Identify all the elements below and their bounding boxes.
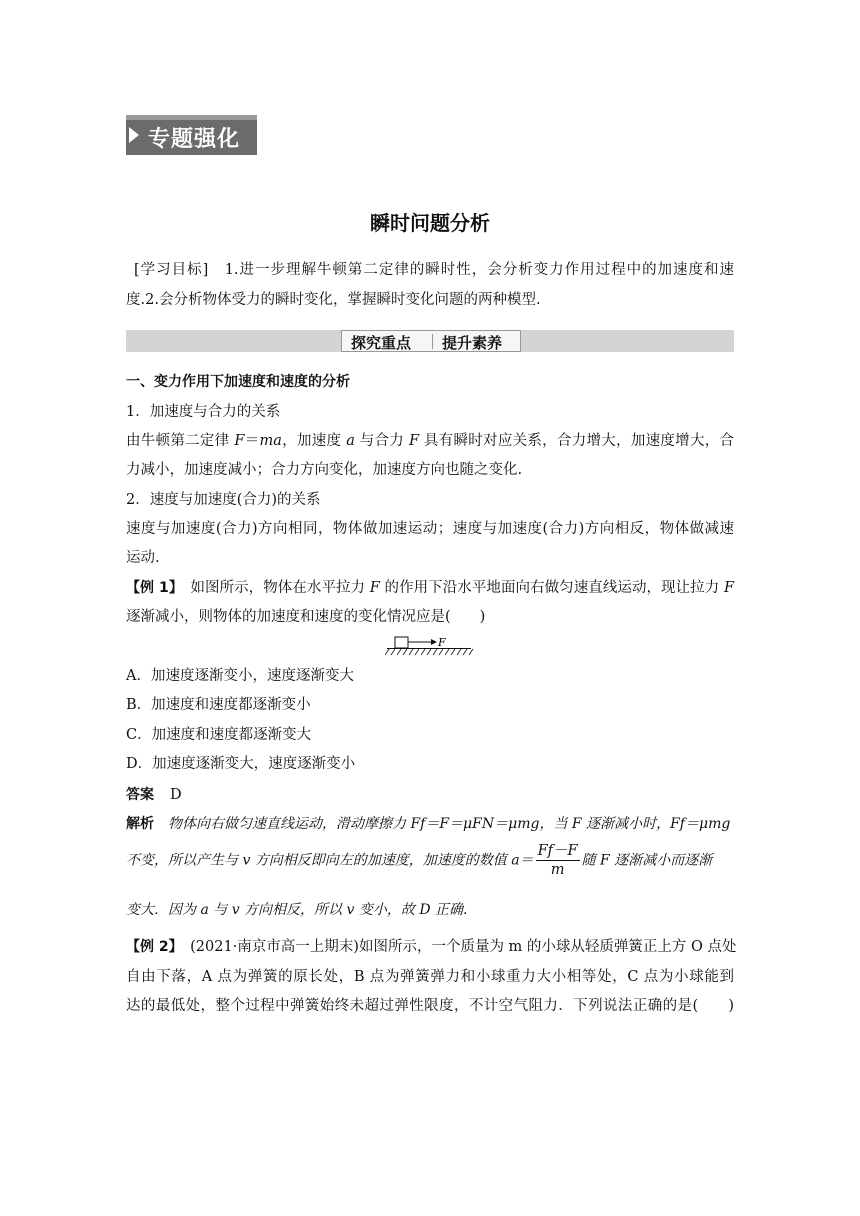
section1-p1-line2: 力减小，加速度减小；合力方向变化，加速度方向也随之变化. [126,462,523,478]
option-a: A．加速度逐渐变小，速度逐渐变大 [126,668,354,684]
answer-label: 答案 [126,787,154,803]
example2-tag: 【例 2】 [126,939,176,955]
play-arrow-icon [129,127,139,143]
analysis-text: 物体向右做匀速直线运动，滑动摩擦力 Ff＝F＝μFN＝μmg，当 F 逐渐减小时，Ff＝μmg [168,816,731,832]
answer-value: D [170,787,182,803]
example1-tag: 【例 1】 [126,580,176,596]
section1-heading: 一、变力作用下加速度和速度的分析 [126,374,350,390]
section-bar-divider [432,334,433,349]
text-fragment: 与合力 [354,433,409,449]
option-d: D．加速度逐渐变大，速度逐渐变小 [126,756,356,772]
badge-highlight [126,115,257,120]
fraction-numerator: Ff－F [537,843,578,859]
text-fragment: 如图所示，物体在水平拉力 [175,580,370,596]
var-a: a [346,433,355,449]
var-ma: ma [259,433,282,449]
section1-sub2: 2．速度与加速度(合力)的关系 [126,492,321,508]
block-icon [395,637,408,648]
option-c: C．加速度和速度都逐渐变大 [126,727,312,743]
header-badge [126,115,257,155]
section-bar-left-label: 探究重点 [351,334,412,352]
ground-hatching [385,649,473,655]
analysis-text: 随 F 逐渐减小而逐渐 [581,852,713,869]
analysis-text: 变大．因为 a 与 v 方向相反，所以 v 变小，故 D 正确. [126,902,468,918]
analysis-label: 解析 [126,816,154,832]
text-fragment: ＝ [244,433,260,449]
example2-line1 [126,937,737,957]
example2-line3: 达的最低处，整个过程中弹簧始终未超过弹性限度，不计空气阻力．下列说法正确的是( ) [126,998,734,1014]
text-fragment: 由牛顿第二定律 [126,433,235,449]
example2-line2: 自由下落，A 点为弹簧的原长处，B 点为弹簧弹力和小球重力大小相等处，C 点为小球能到 [126,969,734,985]
section-bar [126,330,734,352]
analysis-line3 [126,900,467,920]
example1-line1 [126,578,734,598]
section1-p2-line2: 运动. [126,550,160,566]
document-title: 瞬时问题分析 [370,211,490,235]
section1-p1-line1 [126,431,734,451]
section1-p2-line1: 速度与加速度(合力)方向相同，物体做加速运动；速度与加速度(合力)方向相反，物体做减速 [126,521,734,537]
analysis-line1 [126,814,730,834]
fraction [536,842,580,879]
text-fragment: 具有瞬时对应关系，合力增大，加速度增大，合 [419,433,735,449]
text-fragment: ，加速度 [281,433,347,449]
section-bar-label-box [341,330,521,352]
section-bar-right-label: 提升素养 [442,334,503,352]
force-label: F [438,636,446,649]
force-arrow-head-icon [431,639,437,645]
option-b: B．加速度和速度都逐渐变小 [126,697,311,713]
analysis-line2 [126,842,734,886]
var-F: F [408,433,420,449]
text-fragment: 的作用下沿水平地面向右做匀速直线运动，现让拉力 [379,580,724,596]
objectives-line-1: [学习目标] 1.进一步理解牛顿第二定律的瞬时性，会分析变力作用过程中的加速度和速 [134,262,734,278]
var-F: F [369,580,380,596]
objectives-line-2: 度.2.会分析物体受力的瞬时变化，掌握瞬时变化问题的两种模型. [126,292,541,308]
fraction-denominator: m [550,862,565,878]
answer-line [126,785,182,805]
text-fragment: (2021·南京市高一上期末)如图所示，一个质量为 m 的小球从轻质弹簧正上方 O 点处 [175,939,737,955]
var-F: F [234,433,245,449]
var-F: F [723,580,734,596]
badge-label: 专题强化 [148,127,241,152]
section1-sub1: 1．加速度与合力的关系 [126,404,281,420]
example1-line2: 逐渐减小，则物体的加速度和速度的变化情况应是( ) [126,609,486,625]
analysis-text: 不变，所以产生与 v 方向相反即向左的加速度，加速度的数值 a＝ [126,852,534,869]
example1-figure [385,634,475,658]
